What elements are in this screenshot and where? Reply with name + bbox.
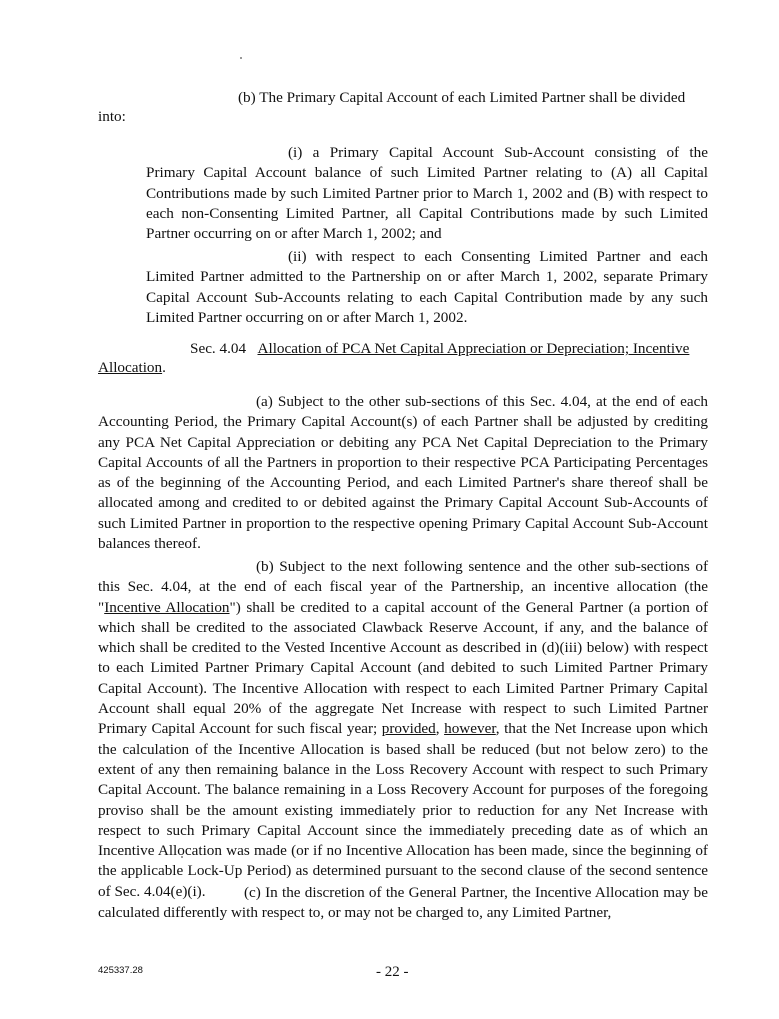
section-title-continuation: Allocation bbox=[98, 359, 163, 376]
section-4-03-b-ii-paragraph: (ii) with respect to each Consenting Limited Partner and each Limited Partner admitted to the Partnership on or after March 1, 2002, separate Primary Capital Account Sub-Accounts relating to each Capital Contribution made by any such Limited Partner occurring on or after March 1, 2002. bbox=[146, 248, 708, 326]
comma: , bbox=[435, 720, 445, 738]
section-4-03-b-lead: (b) The Primary Capital Account of each Limited Partner shall be divided bbox=[238, 89, 686, 106]
section-number: Sec. 4.04 bbox=[190, 340, 247, 357]
scan-speck bbox=[240, 57, 242, 59]
section-4-04-heading-line2 bbox=[98, 358, 166, 378]
section-4-03-b-continuation: into: bbox=[98, 108, 126, 125]
page-number: - 22 - bbox=[376, 964, 409, 980]
document-id: 425337.28 bbox=[98, 965, 143, 976]
section-4-04-a-paragraph: (a) Subject to the other sub-sections of this Sec. 4.04, at the end of each Accounting Period, the Primary Capital Account(s) of each Partner shall be adjusted by crediting any PCA Net Capital Appreciation or debiting any PCA Net Capital Depreciation to the Primary Capital Accounts of all the Partners in proportion to their respective PCA Participating Percentages as of the beginning of the Accounting Period, and each Limited Partner's share thereof shall be allocated among and credited to or debited against the Primary Capital Account Sub-Accounts of such Limited Partner in proportion to the respective opening Primary Capital Account Sub-Account balances thereof. bbox=[98, 393, 708, 553]
term-however: however bbox=[444, 720, 496, 738]
term-provided: provided bbox=[381, 720, 436, 738]
section-title: Allocation of PCA Net Capital Appreciation or Depreciation; Incentive bbox=[257, 340, 690, 357]
section-4-03-b-i-paragraph: (i) a Primary Capital Account Sub-Account consisting of the Primary Capital Account balance of such Limited Partner relating to (A) all Capital Contributions made by such Limited Partner prior to March 1, 2002 and (B) with respect to each non-Consenting Limited Partner, all Capital Contributions made by such Limited Partner occurring on or after March 1, 2002; and bbox=[146, 144, 708, 243]
section-title-period: . bbox=[162, 359, 166, 376]
section-4-04-heading-line1 bbox=[190, 339, 689, 359]
defined-term-incentive-allocation: Incentive Allocation bbox=[104, 598, 230, 616]
section-4-04-b-paragraph bbox=[98, 557, 708, 902]
section-4-04-b-part3: , that the Net Increase upon which the calculation of the Incentive Allocation is based shall be reduced (but not below zero) to the extent of any then remaining balance in the Loss Recovery Account with respect to such Primary Capital Account. The balance remaining in a Loss Recovery Account for purposes of the foregoing proviso shall be the amount existing immediately prior to reduction for any Net Increase with respect to such Primary Capital Account since the immediately preceding date as of which an Incentive Allocation was made (or if no Incentive Allocation has been made, since the beginning of the applicable Lock-Up Period) as determined pursuant to the second clause of the second sentence of Sec. 4.04(e)(i). bbox=[98, 720, 708, 900]
section-4-04-b-part1: (b) Subject to the next following sentence and the other sub-sections of this Sec. 4.04, at the end of each fiscal year of the Partnership, an incentive allocation (the " bbox=[98, 558, 708, 616]
section-4-04-b-part2: ") shall be credited to a capital account of the General Partner (a portion of which shall be credited to the associated Clawback Reserve Account, if any, and the balance of which shall be credited to the Vested Incentive Account as described in (d)(iii) below) with respect to each Limited Partner Primary Capital Account (and debited to such Limited Partner Primary Capital Account). The Incentive Allocation with respect to each Limited Partner Primary Capital Account shall equal 20% of the aggregate Net Increase with respect to such Limited Partner Primary Capital Account for such fiscal year; bbox=[98, 598, 708, 738]
section-4-04-c-paragraph: (c) In the discretion of the General Partner, the Incentive Allocation may be calculated differently with respect to, or may not be charged to, any Limited Partner, bbox=[98, 884, 708, 922]
